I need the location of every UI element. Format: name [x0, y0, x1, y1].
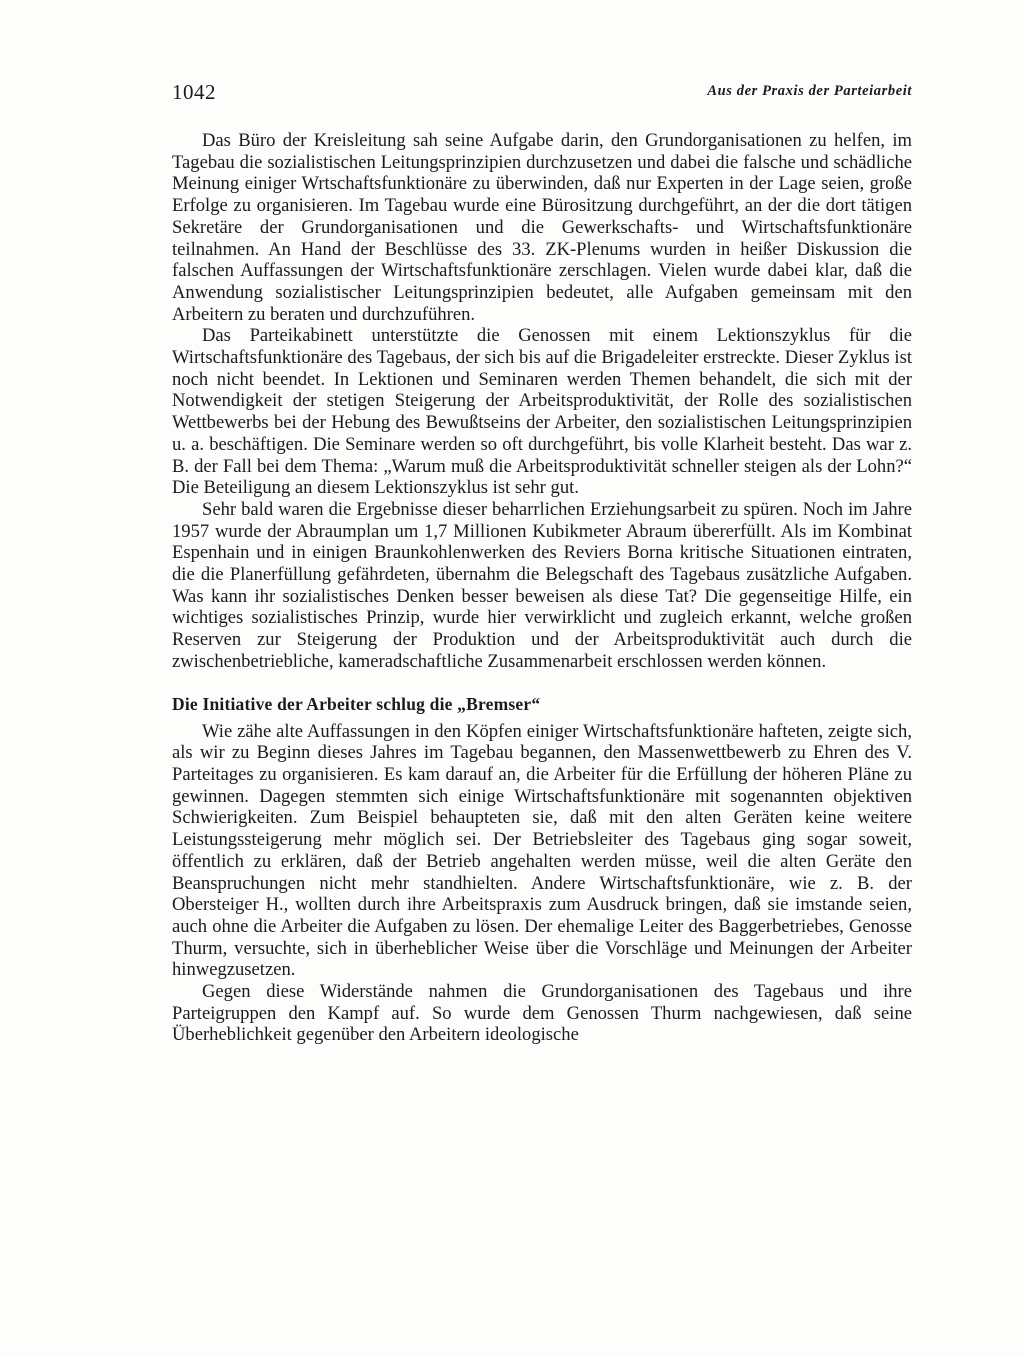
paragraph: Gegen diese Widerstände nahmen die Grundorganisationen des Tagebaus und ihre Parteigruppen den Kampf auf. So wurde dem Genossen Thurm nachgewiesen, daß seine Überheblichkeit gegenüber den Arbeitern ideologische	[172, 981, 912, 1046]
page-header	[172, 80, 912, 114]
page-number: 1042	[172, 80, 216, 104]
paragraph: Das Parteikabinett unterstützte die Genossen mit einem Lektionszyklus für die Wirtschaftsfunktionäre des Tagebaus, der sich bis auf die Brigadeleiter erstreckte. Dieser Zyklus ist noch nicht beendet. In Lektionen und Seminaren werden Themen behandelt, die sich mit der Notwendigkeit der stetigen Steigerung der Arbeitsproduktivität, der Rolle des sozialistischen Wettbewerbs bei der Hebung des Bewußtseins der Arbeiter, den sozialistischen Leitungsprinzipien u. a. beschäftigen. Die Seminare werden so oft durchgeführt, bis volle Klarheit besteht. Das war z. B. der Fall bei dem Thema: „Warum muß die Arbeitsproduktivität schneller steigen als der Lohn?“ Die Beteiligung an diesem Lektionszyklus ist sehr gut.	[172, 325, 912, 499]
paragraph: Das Büro der Kreisleitung sah seine Aufgabe darin, den Grundorganisationen zu helfen, im Tagebau die sozialistischen Leitungsprinzipien durchzusetzen und dabei die falsche und schädliche Meinung einiger Wrtschaftsfunktionäre zu überwinden, daß nur Experten in der Lage seien, große Erfolge zu organisieren. Im Tagebau wurde eine Bürositzung durchgeführt, an der die dort tätigen Sekretäre der Grundorganisationen und die Gewerkschafts- und Wirtschaftsfunktionäre teilnahmen. An Hand der Beschlüsse des 33. ZK-Plenums wurden in heißer Diskussion die falschen Auffassungen der Wirtschaftsfunktionäre zerschlagen. Vielen wurde dabei klar, daß die Anwendung sozialistischer Leitungsprinzipien bedeutet, alle Aufgaben gemeinsam mit den Arbeitern zu beraten und durchzuführen.	[172, 130, 912, 325]
running-head: Aus der Praxis der Parteiarbeit	[707, 83, 912, 99]
body-text	[172, 130, 912, 1046]
paragraph: Wie zähe alte Auffassungen in den Köpfen einiger Wirtschaftsfunktionäre hafteten, zeigte sich, als wir zu Beginn dieses Jahres im Tagebau begannen, den Massenwettbewerb zu Ehren des V. Parteitages zu organisieren. Es kam darauf an, die Arbeiter für die Erfüllung der höheren Pläne zu gewinnen. Dagegen stemmten sich einige Wirtschaftsfunktionäre mit sogenannten objektiven Schwierigkeiten. Zum Beispiel behaupteten sie, daß mit den alten Geräten keine weitere Leistungssteigerung mehr möglich sei. Der Betriebsleiter des Tagebaus ging sogar soweit, öffentlich zu erklären, daß der Betrieb angehalten werden müsse, weil die alten Geräte den Beanspruchungen nicht mehr standhielten. Andere Wirtschaftsfunktionäre, wie z. B. der Obersteiger H., wollten durch ihre Arbeitspraxis zum Ausdruck bringen, daß sie imstande seien, auch ohne die Arbeiter die Aufgaben zu lösen. Der ehemalige Leiter des Baggerbetriebes, Genosse Thurm, versuchte, sich in überheblicher Weise über die Vorschläge und Meinungen der Arbeiter hinwegzusetzen.	[172, 720, 912, 981]
section-initiative	[172, 693, 912, 1047]
section-heading: Die Initiative der Arbeiter schlug die „Bremser“	[172, 693, 541, 714]
section-intro	[172, 130, 912, 673]
paragraph: Sehr bald waren die Ergebnisse dieser beharrlichen Erziehungsarbeit zu spüren. Noch im Jahre 1957 wurde der Abraumplan um 1,7 Millionen Kubikmeter Abraum übererfüllt. Als im Kombinat Espenhain und in einigen Braunkohlenwerken des Reviers Borna kritische Situationen eintraten, die die Planerfüllung gefährdeten, übernahm die Belegschaft des Tagebaus zusätzliche Aufgaben. Was kann ihr sozialistisches Denken besser beweisen als diese Tat? Die gegenseitige Hilfe, ein wichtiges sozialistisches Prinzip, wurde hier verwirklicht und zugleich erkannt, welche großen Reserven zur Steigerung der Produktion und der Arbeitsproduktivität auch durch die zwischenbetriebliche, kameradschaftliche Zusammenarbeit erschlossen werden können.	[172, 498, 912, 672]
